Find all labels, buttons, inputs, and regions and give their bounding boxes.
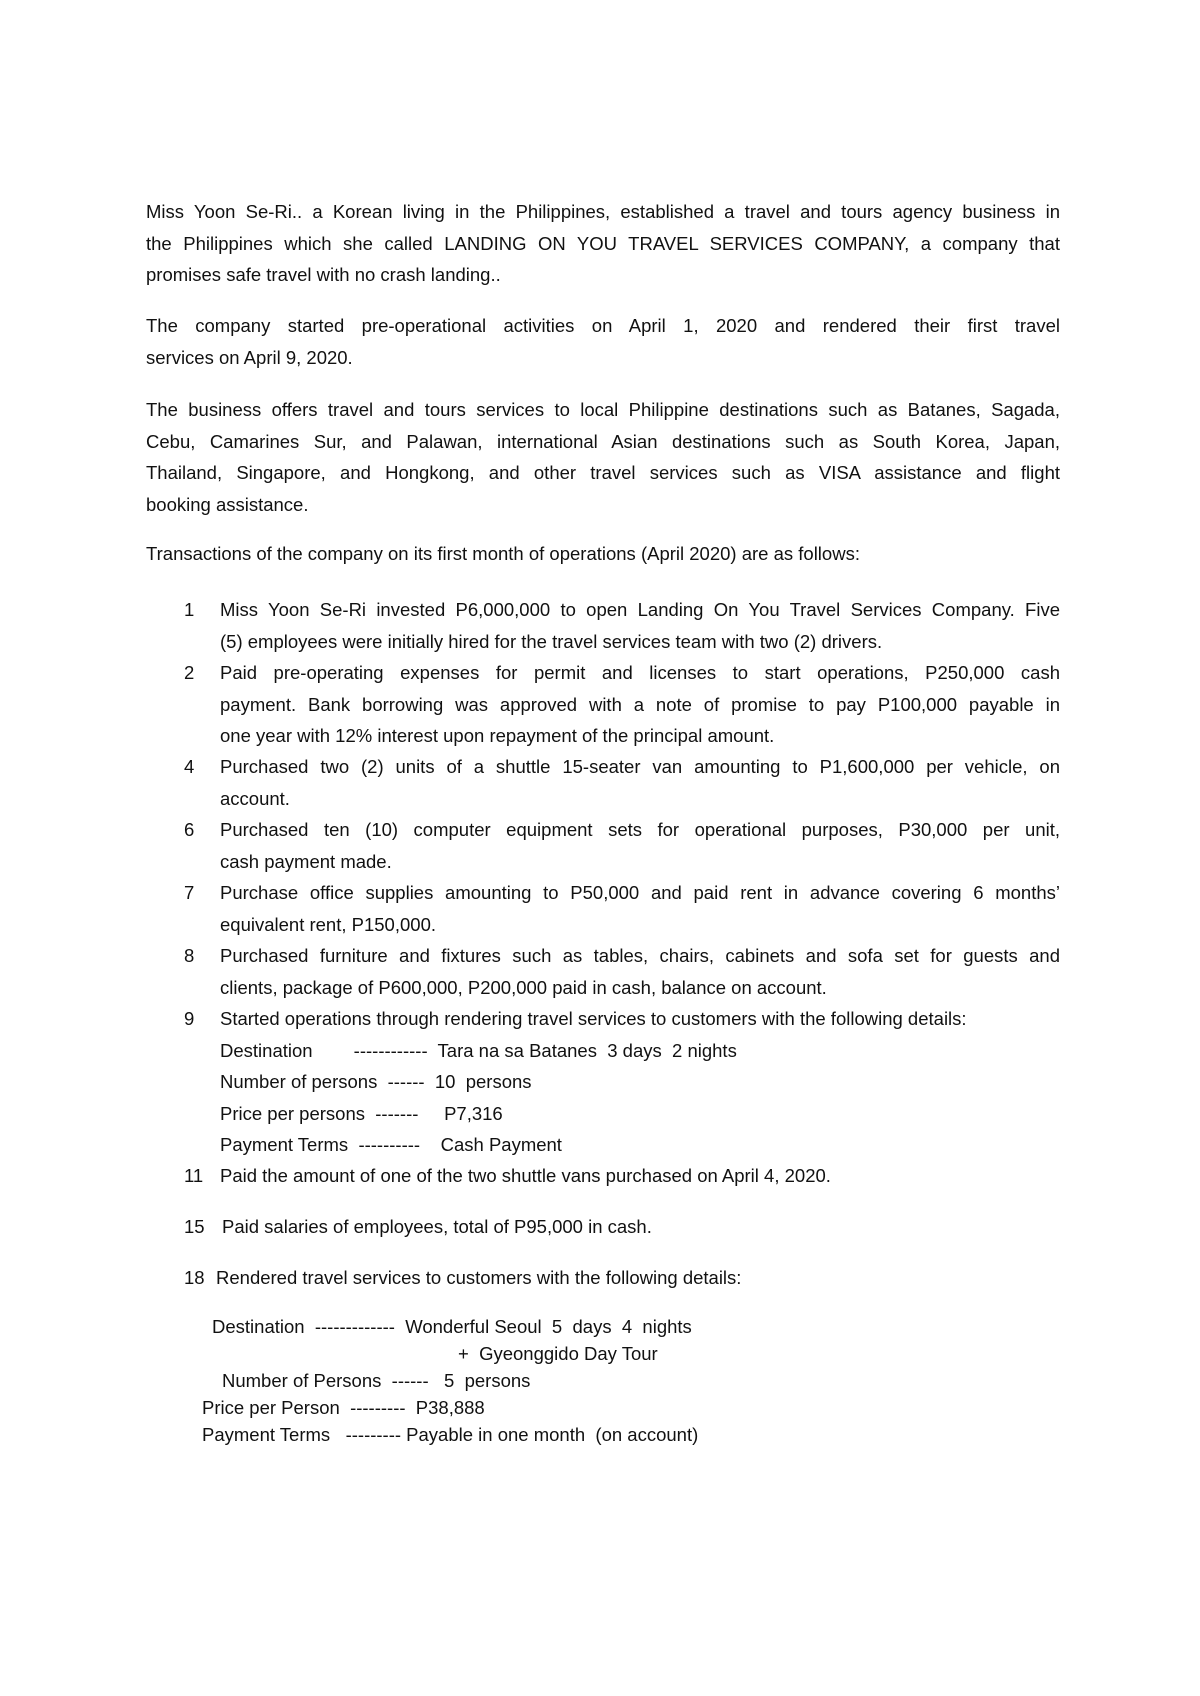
intro-p3-line-1: The business offers travel and tours services to local Philippine destinations such as Batanes, Sagada, <box>146 399 1060 420</box>
transaction-line: Paid the amount of one of the two shuttle vans purchased on April 4, 2020. <box>220 1165 831 1186</box>
intro-p3-line-3: Thailand, Singapore, and Hongkong, and other travel services such as VISA assistance and flight <box>146 462 1060 483</box>
detail-payment-terms: Payment Terms ---------- Cash Payment <box>220 1134 562 1155</box>
detail-destination-continued: + Gyeonggido Day Tour <box>458 1343 658 1364</box>
transaction-line: Rendered travel services to customers with the following details: <box>216 1267 742 1288</box>
transaction-line: Purchased ten (10) computer equipment sets for operational purposes, P30,000 per unit, <box>220 819 1060 840</box>
transaction-line: account. <box>220 787 290 809</box>
transaction-number: 11 <box>184 1165 204 1186</box>
detail-payment-terms: Payment Terms --------- Payable in one month (on account) <box>202 1424 699 1445</box>
intro-p3-line-4: booking assistance. <box>146 493 309 515</box>
detail-price-per-person: Price per Person --------- P38,888 <box>202 1397 485 1418</box>
intro-p2-line-1: The company started pre-operational activities on April 1, 2020 and rendered their first travel <box>146 315 1060 336</box>
transaction-number: 8 <box>184 945 195 966</box>
detail-destination: Destination ------------ Tara na sa Batanes 3 days 2 nights <box>220 1039 737 1061</box>
transaction-number: 15 <box>184 1216 205 1237</box>
detail-number-of-persons: Number of Persons ------ 5 persons <box>222 1370 531 1391</box>
transaction-number: 9 <box>184 1008 195 1029</box>
transaction-line: Purchased furniture and fixtures such as tables, chairs, cabinets and sofa set for guests and <box>220 945 1060 966</box>
transaction-number: 6 <box>184 819 195 840</box>
transaction-line: Paid pre-operating expenses for permit and licenses to start operations, P250,000 cash <box>220 662 1060 683</box>
transaction-line: (5) employees were initially hired for the travel services team with two (2) drivers. <box>220 630 883 652</box>
transaction-line: Purchase office supplies amounting to P50,000 and paid rent in advance covering 6 months’ <box>220 882 1060 903</box>
intro-p1-line-2: the Philippines which she called LANDING ON YOU TRAVEL SERVICES COMPANY, a company that <box>146 232 1060 254</box>
intro-p2-line-2: services on April 9, 2020. <box>146 346 353 368</box>
intro-paragraph-1 <box>146 196 1060 291</box>
transaction-number: 7 <box>184 882 195 903</box>
intro-p3-line-2: Cebu, Camarines Sur, and Palawan, international Asian destinations such as South Korea, Japan, <box>146 430 1060 452</box>
detail-number-of-persons: Number of persons ------ 10 persons <box>220 1071 532 1092</box>
intro-paragraph-4 <box>146 538 1060 570</box>
transaction-number: 1 <box>184 599 195 620</box>
transaction-line: equivalent rent, P150,000. <box>220 913 436 935</box>
transaction-line: Started operations through rendering travel services to customers with the following details: <box>220 1008 967 1029</box>
transaction-number: 18 <box>184 1267 205 1288</box>
transaction-line: Paid salaries of employees, total of P95,000 in cash. <box>222 1216 652 1237</box>
transaction-line: one year with 12% interest upon repayment of the principal amount. <box>220 725 775 746</box>
detail-destination: Destination ------------- Wonderful Seoul 5 days 4 nights <box>212 1316 692 1337</box>
transaction-number: 2 <box>184 662 195 683</box>
transaction-number: 4 <box>184 756 195 777</box>
transaction-line: clients, package of P600,000, P200,000 paid in cash, balance on account. <box>220 976 827 998</box>
intro-p1-line-3: promises safe travel with no crash landing.. <box>146 264 501 285</box>
transaction-line: Miss Yoon Se-Ri invested P6,000,000 to open Landing On You Travel Services Company. Five <box>220 599 1060 620</box>
intro-p1-line-1: Miss Yoon Se-Ri.. a Korean living in the Philippines, established a travel and tours agency business in <box>146 201 1060 222</box>
transaction-line: payment. Bank borrowing was approved with a note of promise to pay P100,000 payable in <box>220 693 1060 715</box>
intro-paragraph-2 <box>146 310 1060 373</box>
transaction-line: cash payment made. <box>220 850 392 872</box>
intro-paragraph-3 <box>146 394 1060 520</box>
transaction-line: Purchased two (2) units of a shuttle 15-seater van amounting to P1,600,000 per vehicle, on <box>220 756 1060 777</box>
detail-price-per-person: Price per persons ------- P7,316 <box>220 1102 503 1124</box>
intro-p4-line-1: Transactions of the company on its first month of operations (April 2020) are as follows: <box>146 543 860 564</box>
